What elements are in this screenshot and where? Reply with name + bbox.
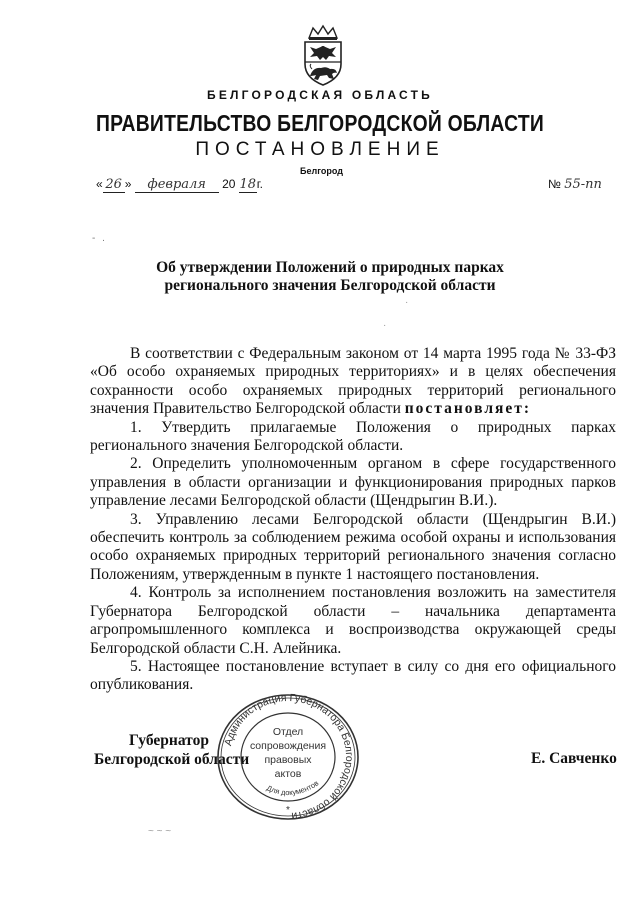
scan-mark: ~ ~ ~ [148, 826, 172, 837]
city-name: Белгород [300, 166, 343, 176]
number-value: 55-пп [564, 177, 602, 192]
date-year-prefix: 20 [222, 177, 236, 191]
date-month: февраля [147, 177, 206, 192]
date-year-suffix: 18 [239, 177, 257, 192]
body-item: 2. Определить уполномоченным органом в сфере государственного управления в области организации и функционирования природных парков управление лесами Белгородской области (Щендрыгин В.И.). [90, 455, 616, 510]
title-line: Об утверждении Положений о природных парках [156, 259, 504, 276]
date-open-quote: « [96, 177, 103, 191]
position-line: Губернатор [129, 732, 209, 749]
stamp-ring-text: Администрация Губернатора Белгородской области [222, 692, 356, 822]
date-year-abbr: г. [256, 177, 264, 191]
stamp-center-line: сопровождения [249, 740, 327, 752]
stamp-bottom-text: Для документов [265, 778, 321, 798]
body-item: 4. Контроль за исполнением постановления возложить на заместителя Губернатора Белгородской области – начальника департамента агропромышленного комплекса и воспроизводства окружающей среды Белгородской области С.Н. Алейника. [90, 584, 616, 657]
margin-marks: - . [92, 233, 107, 244]
date-line [96, 177, 263, 193]
date-close-quote: » [124, 177, 132, 191]
scan-mark: · [405, 297, 409, 308]
region-name: БЕЛГОРОДСКАЯ ОБЛАСТЬ [207, 88, 433, 102]
preamble-paragraph [90, 345, 616, 419]
stamp-center-line: правовых [264, 754, 312, 766]
document-number [548, 177, 602, 192]
position-line: Белгородской области [94, 751, 250, 768]
official-stamp [213, 692, 363, 822]
stamp-star: * [286, 805, 290, 816]
stamp-center-line: актов [274, 768, 302, 780]
coat-of-arms-icon [295, 24, 351, 88]
document-type: ПОСТАНОВЛЕНИЕ [195, 139, 445, 160]
date-day: 26 [105, 177, 122, 192]
resolves-word: постановляет: [404, 400, 532, 418]
government-name: ПРАВИТЕЛЬСТВО БЕЛГОРОДСКОЙ ОБЛАСТИ [95, 110, 545, 136]
signatory-name: Е. Савченко [531, 750, 617, 767]
number-label: № [548, 177, 561, 191]
body-item: 3. Управлению лесами Белгородской области (Щендрыгин В.И.) обеспечить контроль за соблюдением режима особой охраны и использования особо охраняемых природных территорий регионального значения согласно Положениям, утвержденным в пункте 1 настоящего постановления. [90, 510, 616, 583]
stamp-center-line: Отдел [272, 726, 304, 738]
body-item: 1. Утвердить прилагаемые Положения о природных парках регионального значения Белгородской области. [90, 418, 616, 455]
scan-mark: · [383, 320, 387, 331]
document-body [90, 345, 616, 695]
preamble-text: В соответствии с Федеральным законом от 14 марта 1995 года № 33-ФЗ «Об особо охраняемых природных территориях» и в целях обеспечения сохранности особо охраняемых природных территорий регионального значения Правительство Белгородской области [90, 345, 616, 418]
document-title [140, 259, 520, 295]
title-line: регионального значения Белгородской области [164, 277, 496, 294]
body-item: 5. Настоящее постановление вступает в силу со дня его официального опубликования. [90, 657, 616, 694]
